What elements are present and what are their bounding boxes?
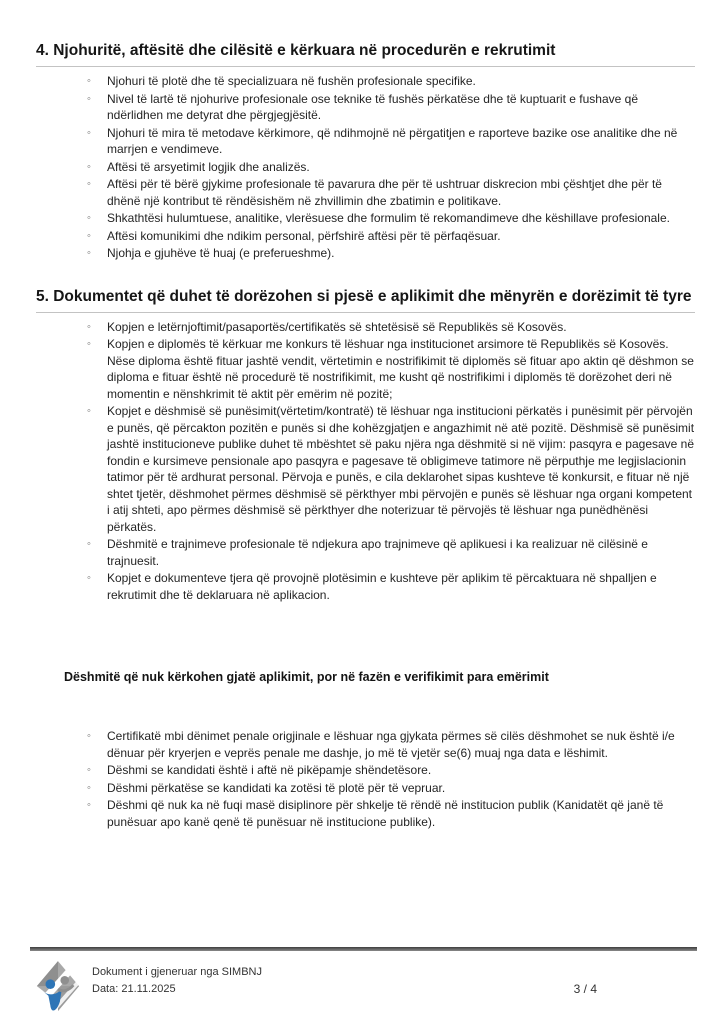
- list-item: ◦ Dëshmi përkatëse se kandidati ka zotësi të plotë për të vepruar.: [86, 780, 695, 797]
- simbnj-logo-icon: [34, 960, 82, 1018]
- list-item: ◦ Kopjet e dokumenteve tjera që provojnë plotësimin e kushteve për aplikim të përcaktuara në shpalljen e rekrutimit dhe të deklaruara në aplikacion.: [86, 570, 695, 603]
- list-item: ◦ Kopjen e letërnjoftimit/pasaportës/certifikatës së shtetësisë së Republikës së Kosovës.: [86, 319, 695, 336]
- list-item: ◦ Dëshmi se kandidati është i aftë në pikëpamje shëndetësore.: [86, 762, 695, 779]
- list-item: ◦ Njohuri të plotë dhe të specializuara në fushën profesionale specifike.: [86, 73, 695, 90]
- footer-date-text: Data: 21.11.2025: [92, 983, 176, 995]
- section-4: [36, 40, 695, 262]
- section-5: [36, 286, 695, 604]
- verification-section: [36, 669, 695, 830]
- verification-heading: Dëshmitë që nuk kërkohen gjatë aplikimit, por në fazën e verifikimit para emërimit: [64, 670, 549, 684]
- section-5-list: [36, 319, 695, 604]
- list-item: ◦ Kopjen e diplomës të kërkuar me konkurs të lëshuar nga institucionet arsimore të Republikës së Kosovës. Nëse diploma është fituar jashtë vendit, vërtetimin e nostrifikimit të diplomës së fituar apo aktin që dëshmon se diploma e fituar është në procedurë të nostrifikimit, me kusht që nostrifikimi i diplomës të dorëzohet deri në momentin e nënshkrimit të aktit për emërim në pozitë;: [86, 336, 695, 402]
- footer-body: [30, 951, 697, 1018]
- list-item: ◦ Dëshmi që nuk ka në fuqi masë disiplinore për shkelje të rëndë në institucion publik (Kanidatët që janë të punësuar apo kanë qenë të punësuar në institucione publike).: [86, 797, 695, 830]
- list-item: ◦ Aftësi komunikimi dhe ndikim personal, përfshirë aftësi për të përfaqësuar.: [86, 228, 695, 245]
- list-item: ◦ Aftësi të arsyetimit logjik dhe analizës.: [86, 159, 695, 176]
- list-item: ◦ Certifikatë mbi dënimet penale origjinale e lëshuar nga gjykata përmes së cilës dëshmohet se nuk është i/e dënuar për kryerjen e veprës penale me dashje, jo më të vjetër se(6) muaj nga data e lëshimit.: [86, 728, 695, 761]
- section-4-heading: 4. Njohuritë, aftësitë dhe cilësitë e kërkuara në procedurën e rekrutimit: [36, 40, 695, 67]
- page-indicator: 3 / 4: [573, 982, 597, 996]
- document-content: [36, 40, 695, 831]
- list-item: ◦ Aftësi për të bërë gjykime profesionale të pavarura dhe për të ushtruar diskrecion mbi çështjet dhe për të dhënë një kontribut të rëndësishëm në zhvillimin dhe zbatimin e politikave.: [86, 176, 695, 209]
- footer-generated-text: Dokument i gjeneruar nga SIMBNJ: [92, 966, 262, 978]
- footer-texts: [92, 960, 262, 998]
- verification-list: [36, 728, 695, 830]
- list-item: ◦ Shkathtësi hulumtuese, analitike, vlerësuese dhe formulim të rekomandimeve dhe këshillave profesionale.: [86, 210, 695, 227]
- section-4-list: [36, 73, 695, 262]
- list-item: ◦ Kopjet e dëshmisë së punësimit(vërtetim/kontratë) të lëshuar nga institucioni përkatës i punësimit për përvojën e punës, që përcakton pozitën e punës si dhe kohëzgjatjen e angazhimit në atë pozitë. Dëshmisë së punësimit jashtë institucioneve publike duhet të mbështet së paku njëra nga dëshmitë si në vijim: pasqyra e pagesave në fondin e kursimeve pensionale apo pasqyra e pagesave të obligimeve tatimore në përputhje me legjislacionin tatimor për të ardhurat personal. Përvoja e punës, e cila deklarohet sipas kushteve të konkursit, e fituar në një shtet tjetër, dëshmohet përmes dëshmisë së përkthyer mbi përvojën e punës së lëshuar nga organi kompetent i atij shteti, apo përmes dëshmisë së përkthyer dhe noterizuar të përvojës të lëshuar nga punëdhënësi përkatës.: [86, 403, 695, 535]
- list-item: ◦ Njohuri të mira të metodave kërkimore, që ndihmojnë në përgatitjen e raporteve bazike ose analitike dhe në marrjen e vendimeve.: [86, 125, 695, 158]
- list-item: ◦ Dëshmitë e trajnimeve profesionale të ndjekura apo trajnimeve që aplikuesi i ka realizuar në cilësinë e trajnuesit.: [86, 536, 695, 569]
- section-gap: [36, 263, 695, 286]
- section-5-heading: 5. Dokumentet që duhet të dorëzohen si pjesë e aplikimit dhe mënyrën e dorëzimit të tyre: [36, 286, 695, 313]
- list-item: ◦ Njohja e gjuhëve të huaj (e preferueshme).: [86, 245, 695, 262]
- page-footer: [30, 947, 697, 1018]
- list-item: ◦ Nivel të lartë të njohurive profesionale ose teknike të fushës përkatëse dhe të kuptuarit e fushave që ndërlidhen me detyrat dhe përgjegjësitë.: [86, 91, 695, 124]
